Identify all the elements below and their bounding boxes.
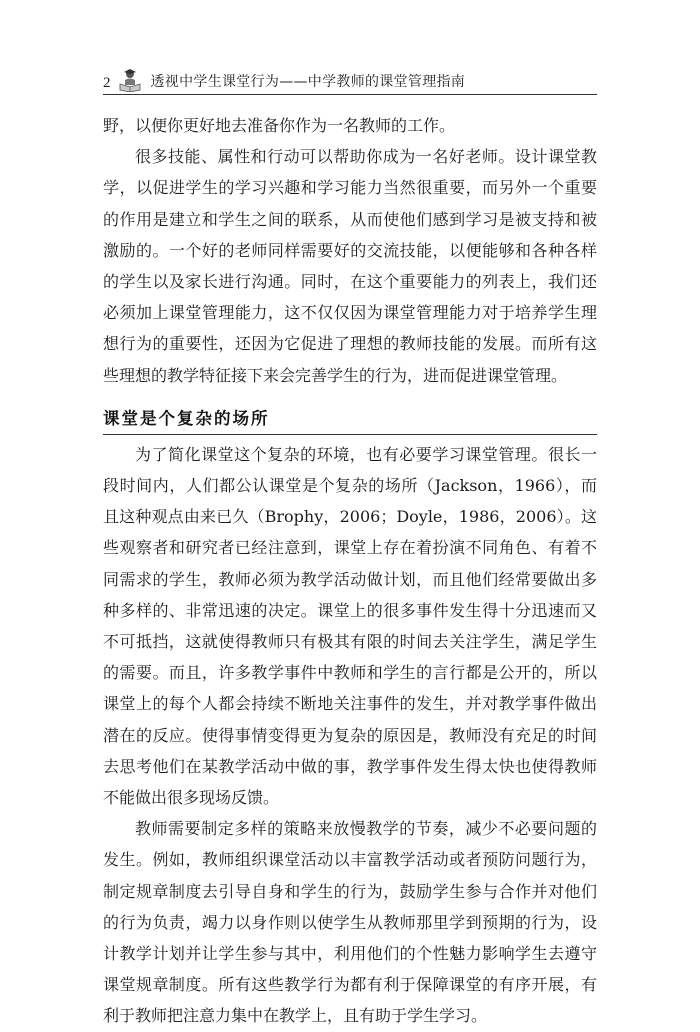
page-number: 2 [103, 75, 111, 91]
reading-student-icon [117, 68, 143, 92]
paragraph: 教师需要制定多样的策略来放慢教学的节奏，减少不必要问题的发生。例如，教师组织课堂活动以丰富教学活动或者预防问题行为，制定规章制度去引导自身和学生的行为，鼓励学生参与合作并对他们的行为负责，竭力以身作则以使学生从教师那里学到预期的行为，设计教学计划并让学生参与其中，利用他们的个性魅力影响学生去遵守课堂规章制度。所有这些教学行为都有利于保障课堂的有序开展，有利于教师把注意力集中在教学上，且有助于学生学习。 [103, 819, 597, 1026]
body-text [103, 110, 597, 1032]
running-header [103, 62, 603, 92]
paragraph: 为了简化课堂这个复杂的环境，也有必要学习课堂管理。很长一段时间内，人们都公认课堂是个复杂的场所（Jackson，1966），而且这种观点由来已久（Brophy，2006；Doyle，1986，2006）。这些观察者和研究者已经注意到，课堂上存在着扮演不同角色、有着不同需求的学生，教师必须为教学活动做计划，而且他们经常要做出多种多样的、非常迅速的决定。课堂上的很多事件发生得十分迅速而又不可抵挡，这就使得教师只有极其有限的时间去关注学生，满足学生的需要。而且，许多教学事件中教师和学生的言行都是公开的，所以课堂上的每个人都会持续不断地关注事件的发生，并对教学事件做出潜在的反应。使得事情变得更为复杂的原因是，教师没有充足的时间去思考他们在某教学活动中做的事，教学事件发生得太快也使得教师不能做出很多现场反馈。 [103, 444, 597, 808]
paragraph: 很多技能、属性和行动可以帮助你成为一名好老师。设计课堂教学，以促进学生的学习兴趣和学习能力当然很重要，而另外一个重要的作用是建立和学生之间的联系，从而使他们感到学习是被支持和被激励的。一个好的老师同样需要好的交流技能，以便能够和各种各样的学生以及家长进行沟通。同时，在这个重要能力的列表上，我们还必须加上课堂管理能力，这不仅仅因为课堂管理能力对于培养学生理想行为的重要性，还因为它促进了理想的教师技能的发展。而所有这些理想的教学特征接下来会完善学生的行为，进而促进课堂管理。 [103, 147, 597, 385]
header-divider [103, 94, 597, 95]
section-heading: 课堂是个复杂的场所 [103, 406, 597, 435]
book-title: 透视中学生课堂行为——中学教师的课堂管理指南 [150, 74, 466, 90]
paragraph: 野，以便你更好地去准备你作为一名教师的工作。 [103, 116, 456, 135]
